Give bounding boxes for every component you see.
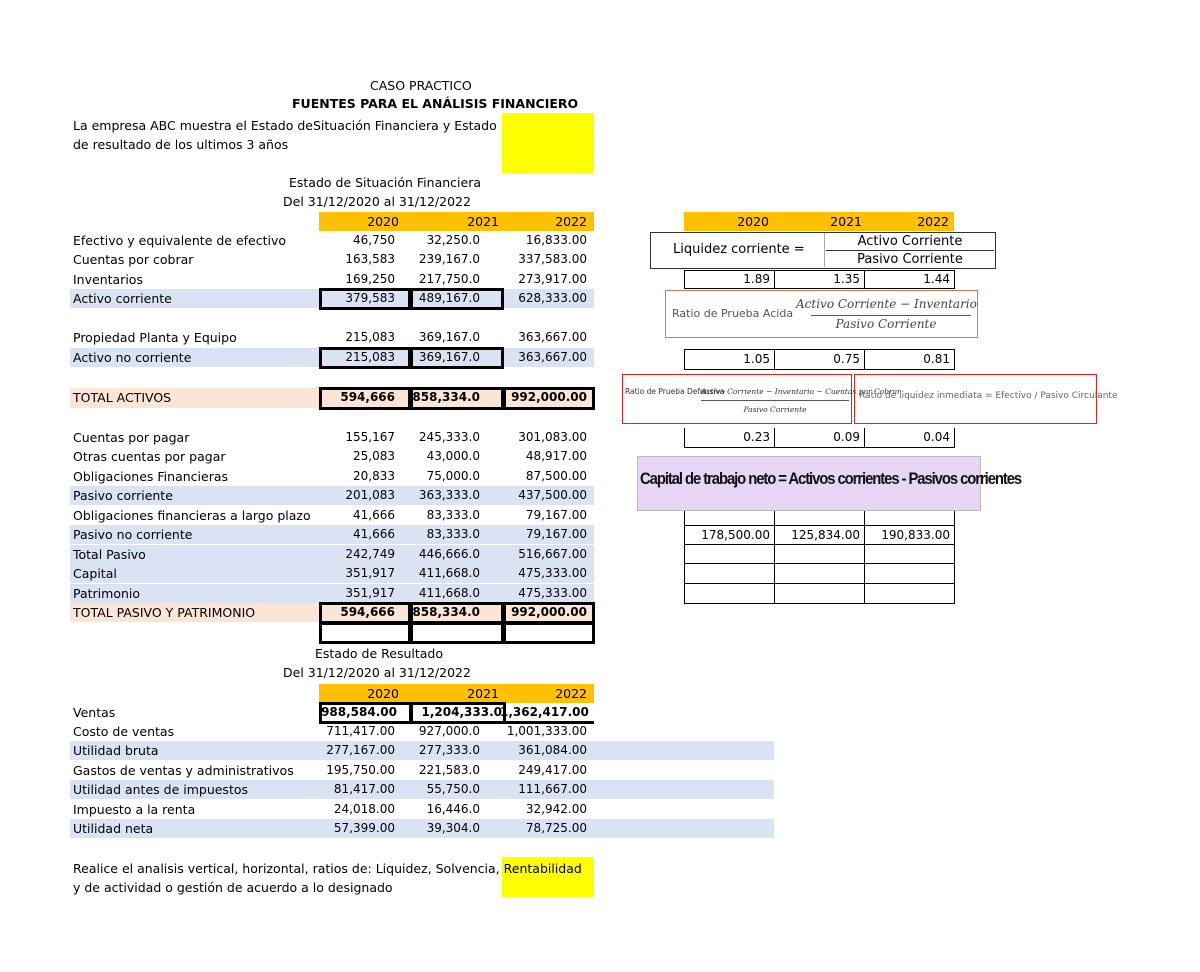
box-anc-2020 (319, 347, 411, 369)
box-ac-2020 (319, 288, 411, 310)
row-pasivo-corriente: Pasivo corriente 201,083 363,333.0 437,500.00 (70, 486, 594, 505)
inmediata-label: Ratio de liquidez inmediata = Efectivo / Pasivo Circulante (859, 391, 1118, 401)
box-ta-2022 (503, 387, 595, 410)
bs-title: Estado de Situación Financiera (289, 175, 481, 190)
defensiva-denominator: Pasivo Corriente (743, 405, 807, 414)
is-period: Del 31/12/2020 al 31/12/2022 (283, 665, 471, 680)
liq-2021: 1.35 (774, 270, 865, 289)
box-anc-2021 (410, 347, 504, 369)
row-efectivo: Efectivo y equivalente de efectivo 46,750 32,250.0 16,833.00 (73, 233, 587, 248)
row-gastos: Gastos de ventas y administrativos 195,750.00 221,583.0 249,417.00 (73, 763, 587, 778)
is-year-2020: 2020 (367, 686, 399, 701)
acida-2020: 1.05 (684, 349, 775, 370)
year-2021: 2021 (467, 214, 499, 229)
liquidez-numerator: Activo Corriente (857, 234, 963, 249)
row-pasivo-no-corriente: Pasivo no corriente 41,666 83,333.0 79,167.00 (70, 525, 594, 544)
row-total-pasivo-patrimonio: TOTAL PASIVO Y PATRIMONIO 594,666 858,334.0 992,000.00 (70, 603, 594, 622)
empty-cell (684, 563, 775, 584)
intro-line-1: La empresa ABC muestra el Estado deSituación Financiera y Estado (73, 118, 497, 133)
row-utilidad-neta: Utilidad neta 57,399.00 39,304.0 78,725.00 (70, 819, 774, 838)
row-capital: Capital 351,917 411,668.0 475,333.00 (70, 564, 594, 583)
box-ventas-2021 (410, 702, 506, 724)
row-total-activos: TOTAL ACTIVOS 594,666 858,334.0 992,000.00 (70, 388, 594, 408)
defensiva-label: Ratio de Prueba Defensiva (625, 387, 725, 396)
empty-cell (864, 544, 955, 564)
row-patrimonio: Patrimonio 351,917 411,668.0 475,333.00 (70, 584, 594, 603)
acida-2022: 0.81 (864, 349, 955, 370)
intro-line-2: de resultado de los ultimos 3 años (73, 137, 289, 152)
row-activo-no-corriente: Activo no corriente 215,083 369,167.0 363,667.00 (70, 348, 594, 367)
capital-trabajo-formula (637, 456, 1022, 511)
box-tpp-2020 (319, 602, 411, 624)
box-empty-2020 (319, 622, 411, 644)
title-fuentes: FUENTES PARA EL ANÁLISIS FINANCIERO (292, 96, 579, 111)
empty-cell (864, 563, 955, 584)
liq-2020: 1.89 (684, 270, 775, 289)
row-obligaciones: Obligaciones Financieras 20,833 75,000.0 87,500.00 (73, 469, 587, 484)
row-ppe: Propiedad Planta y Equipo 215,083 369,167.0 363,667.00 (73, 330, 587, 345)
box-empty-2021 (410, 622, 504, 644)
r-year-2022: 2022 (917, 214, 949, 229)
row-impuesto: Impuesto a la renta 24,018.00 16,446.0 32,942.00 (73, 802, 587, 817)
empty-cell (684, 544, 775, 564)
liquidez-label: Liquidez corriente = (673, 242, 805, 257)
row-total-pasivo: Total Pasivo 242,749 446,666.0 516,667.00 (70, 545, 594, 564)
def-2020: 0.23 (684, 428, 775, 448)
empty-cell (774, 563, 865, 584)
box-empty-2022 (503, 622, 595, 644)
row-utilidad-bruta: Utilidad bruta 277,167.00 277,333.0 361,084.00 (70, 741, 774, 760)
row-obligaciones-lp: Obligaciones financieras a largo plazo 41,666 83,333.0 79,167.00 (73, 508, 587, 523)
prueba-defensiva-formula (622, 374, 901, 424)
liquidez-inmediata-formula (854, 374, 1118, 424)
closing-line-2: y de actividad o gestión de acuerdo a lo designado (73, 880, 393, 895)
r-year-2021: 2021 (830, 214, 862, 229)
yellow-highlight-box (502, 113, 594, 173)
ctn-2020: 178,500.00 (684, 525, 775, 545)
row-activo-corriente: Activo corriente 379,583 489,167.0 628,333.00 (70, 289, 594, 308)
liquidez-denominator: Pasivo Corriente (857, 252, 963, 267)
def-2021: 0.09 (774, 428, 865, 448)
empty-cell (774, 583, 865, 604)
rentabilidad-word: Rentabilidad (503, 861, 582, 876)
is-year-header (319, 684, 594, 703)
box-tpp-2022 (503, 602, 595, 624)
def-2022: 0.04 (864, 428, 955, 448)
year-2020: 2020 (367, 214, 399, 229)
defensiva-numerator: Activo Corriente − Inventario − Cuentas por Cobrar (701, 387, 901, 396)
acida-numerator: Activo Corriente − Inventario (796, 297, 977, 311)
box-tpp-2021 (410, 602, 504, 624)
ctn-2022: 190,833.00 (864, 525, 955, 545)
row-otras-cxp: Otras cuentas por pagar 25,083 43,000.0 48,917.00 (73, 449, 587, 464)
empty-cell (864, 583, 955, 604)
acida-2021: 0.75 (774, 349, 865, 370)
box-ta-2020 (319, 387, 411, 410)
ctn-2021: 125,834.00 (774, 525, 865, 545)
liq-2022: 1.44 (864, 270, 955, 289)
row-inventarios: Inventarios 169,250 217,750.0 273,917.00 (73, 272, 587, 287)
bs-period: Del 31/12/2020 al 31/12/2022 (283, 194, 471, 209)
box-ac-2021 (410, 288, 504, 310)
box-ta-2021 (410, 387, 504, 410)
bs-year-header (319, 212, 594, 231)
r-year-2020: 2020 (737, 214, 769, 229)
row-cxp: Cuentas por pagar 155,167 245,333.0 301,083.00 (73, 430, 587, 445)
empty-cell (684, 583, 775, 604)
acida-label: Ratio de Prueba Acida (672, 307, 794, 320)
year-2022: 2022 (555, 214, 587, 229)
closing-line-1: Realice el analisis vertical, horizontal, ratios de: Liquidez, Solvencia, Rentabilidad (73, 861, 582, 876)
row-uai: Utilidad antes de impuestos 81,417.00 55,750.0 111,667.00 (70, 780, 774, 799)
row-cxc: Cuentas por cobrar 163,583 239,167.0 337,583.00 (73, 252, 587, 267)
row-costo-ventas: Costo de ventas 711,417.00 927,000.0 1,001,333.00 (73, 724, 587, 739)
acida-denominator: Pasivo Corriente (835, 317, 937, 331)
is-year-2021: 2021 (467, 686, 499, 701)
is-year-2022: 2022 (555, 686, 587, 701)
ratios-year-header (684, 212, 954, 231)
box-ventas-2020 (319, 702, 412, 724)
is-title: Estado de Resultado (315, 646, 443, 661)
empty-cell (774, 544, 865, 564)
prueba-acida-formula (665, 290, 978, 338)
liquidez-formula (650, 232, 996, 269)
ctn-label: Capital de trabajo neto = Activos corrientes - Pasivos corrientes (640, 470, 1022, 488)
row-ventas: Ventas 988,584.00 1,204,333.0 1,362,417.00 (73, 705, 589, 720)
title-caso-practico: CASO PRACTICO (370, 78, 472, 93)
